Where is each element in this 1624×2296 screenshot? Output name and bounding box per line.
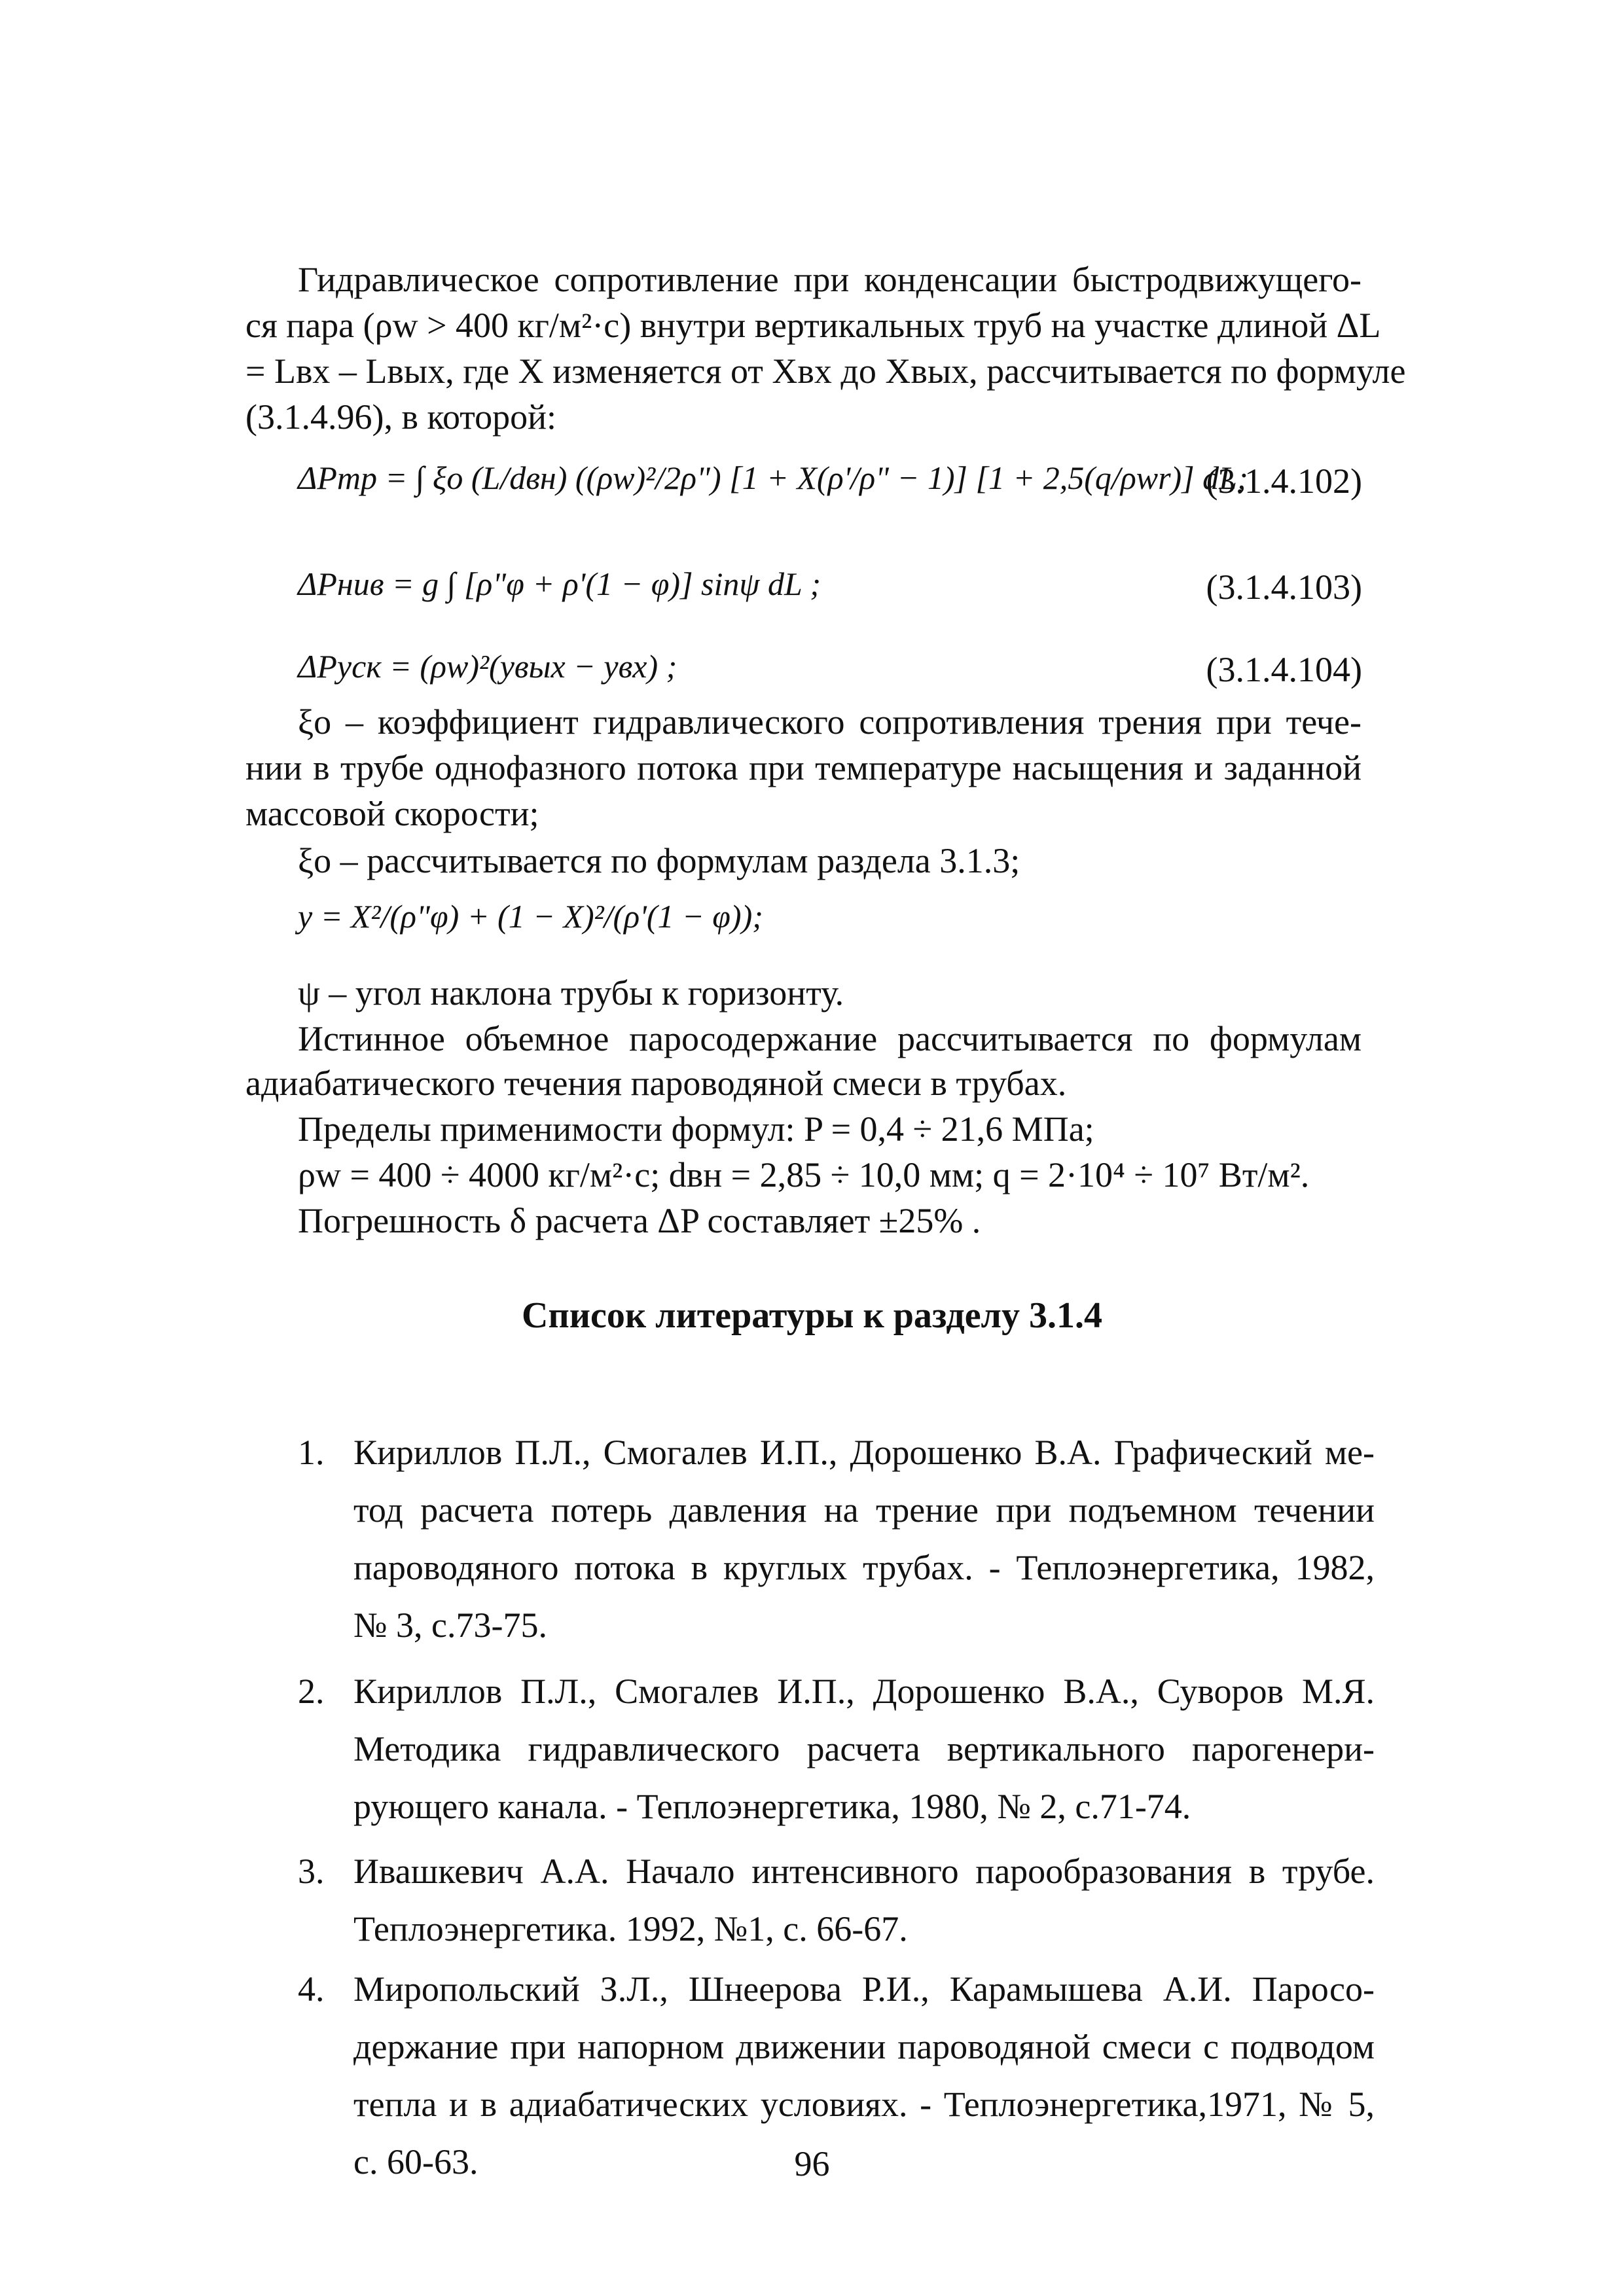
- reference-line: Кириллов П.Л., Смогалев И.П., Дорошенко В.А., Суворов М.Я.: [353, 1672, 1375, 1711]
- reference-text: [353, 1424, 1375, 1654]
- reference-line: пароводяного потока в круглых трубах. - Теплоэнергетика, 1982,: [353, 1548, 1375, 1587]
- reference-text: [353, 1662, 1375, 1835]
- reference-line: тод расчета потерь давления на трение при подъемном течении: [353, 1490, 1375, 1530]
- formula-104: [298, 647, 677, 686]
- paragraph-line: Гидравлическое сопротивление при конденсации быстродвижущего-: [298, 260, 1362, 299]
- paragraph-line: = Lвх – Lвых, где X изменяется от Xвх до Xвых, рассчитывается по формуле: [245, 351, 1406, 391]
- equation-number: (3.1.4.104): [1206, 650, 1362, 689]
- reference-line: Методика гидравлического расчета вертикального парогенери-: [353, 1729, 1375, 1768]
- reference-number: 2.: [298, 1672, 325, 1711]
- formula-text: ΔPуск = (ρw)²(yвых − yвх) ;: [298, 648, 677, 685]
- definition-line: ξo – коэффициент гидравлического сопротивления трения при тече-: [298, 702, 1362, 742]
- reference-line: Теплоэнергетика. 1992, №1, с. 66-67.: [353, 1909, 908, 1948]
- formula-text: ΔPтр = ∫ ξo (L/dвн) ((ρw)²/2ρ") [1 + X(ρ'/ρ" − 1)] [1 + 2,5(q/ρwr)] dL;: [298, 459, 1248, 496]
- reference-line: Кириллов П.Л., Смогалев И.П., Дорошенко В.А. Графический ме-: [353, 1433, 1375, 1472]
- paragraph-line: ся пара (ρw > 400 кг/м²·с) внутри вертикальных труб на участке длиной ΔL: [245, 306, 1381, 345]
- reference-line: Миропольский З.Л., Шнеерова Р.И., Карамышева А.И. Паросо-: [353, 1969, 1375, 2009]
- reference-number: 3.: [298, 1852, 325, 1891]
- references-heading: Список литературы к разделу 3.1.4: [522, 1295, 1102, 1336]
- reference-line: тепла и в адиабатических условиях. - Теплоэнергетика,1971, № 5,: [353, 2085, 1375, 2124]
- formula-103: [298, 564, 821, 603]
- reference-text: [353, 1842, 1375, 1958]
- definition-line: нии в трубе однофазного потока при температуре насыщения и заданной: [245, 748, 1362, 787]
- paragraph-line: Пределы применимости формул: P = 0,4 ÷ 21,6 МПа;: [298, 1109, 1094, 1149]
- reference-item: [0, 1662, 1624, 1839]
- formula-text: ΔPнив = g ∫ [ρ"φ + ρ'(1 − φ)] sinψ dL ;: [298, 565, 821, 602]
- equation-number: (3.1.4.102): [1206, 461, 1362, 501]
- paragraph-line: ρw = 400 ÷ 4000 кг/м²·с; dвн = 2,85 ÷ 10,0 мм; q = 2·10⁴ ÷ 10⁷ Вт/м².: [298, 1155, 1310, 1194]
- formula-102: [298, 458, 1248, 497]
- reference-line: держание при напорном движении пароводяной смеси с подводом: [353, 2027, 1375, 2066]
- paragraph-line: Погрешность δ расчета ΔP составляет ±25% .: [298, 1201, 981, 1240]
- paragraph-line: (3.1.4.96), в которой:: [245, 397, 557, 437]
- reference-line: с. 60-63.: [353, 2142, 478, 2181]
- reference-number: 1.: [298, 1433, 325, 1472]
- paragraph-line: адиабатического течения пароводяной смеси в трубах.: [245, 1064, 1067, 1103]
- definition-line: ξo – рассчитывается по формулам раздела 3.1.3;: [298, 841, 1020, 880]
- formula-y: y = X²/(ρ"φ) + (1 − X)²/(ρ'(1 − φ));: [298, 898, 763, 935]
- reference-line: № 3, с.73-75.: [353, 1605, 547, 1645]
- definition-line: массовой скорости;: [245, 794, 539, 833]
- page-number: 96: [794, 2144, 830, 2183]
- reference-number: 4.: [298, 1969, 325, 2009]
- reference-line: рующего канала. - Теплоэнергетика, 1980, № 2, с.71-74.: [353, 1787, 1191, 1826]
- paragraph-line: Истинное объемное паросодержание рассчитывается по формулам: [298, 1019, 1362, 1058]
- reference-item: [0, 1424, 1624, 1659]
- equation-number: (3.1.4.103): [1206, 567, 1362, 607]
- reference-item: [0, 1842, 1624, 1960]
- definition-line: ψ – угол наклона трубы к горизонту.: [298, 973, 844, 1013]
- reference-line: Ивашкевич А.А. Начало интенсивного парообразования в трубе.: [353, 1852, 1375, 1891]
